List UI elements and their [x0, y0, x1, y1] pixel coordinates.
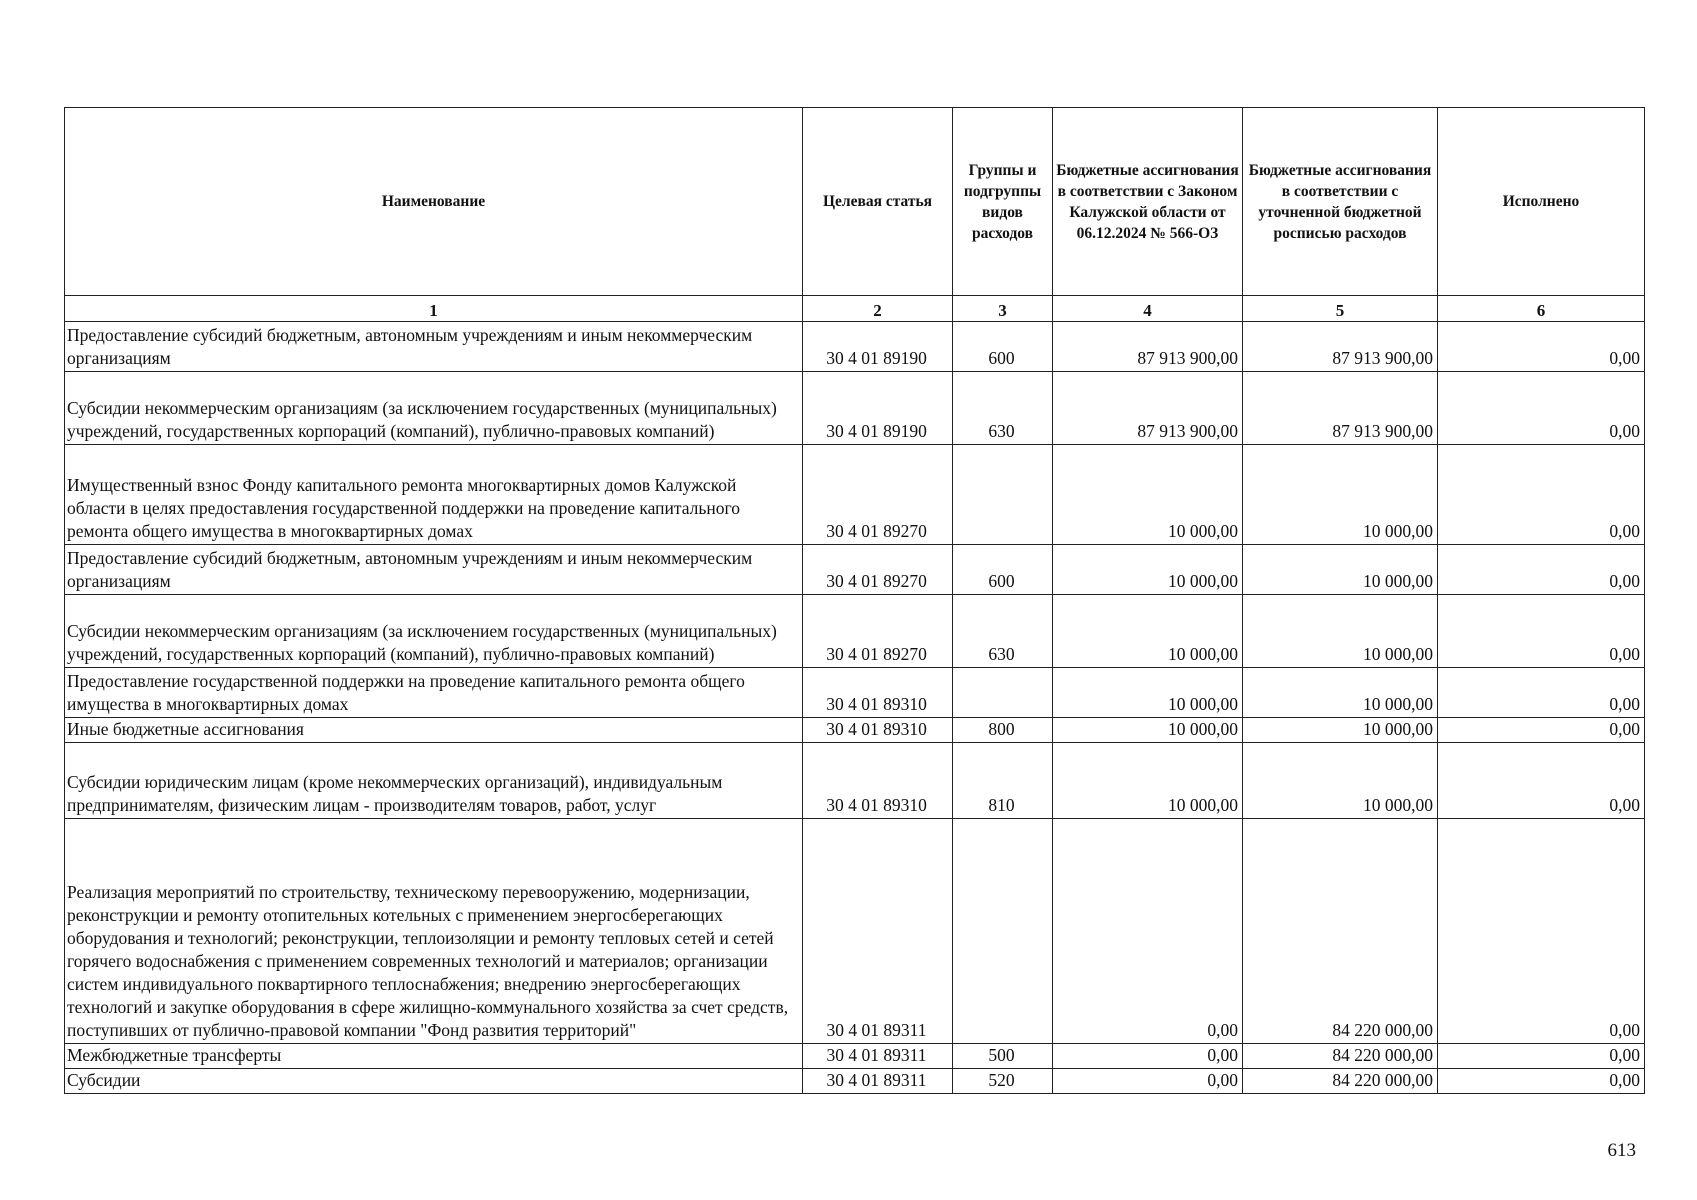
row-name: Предоставление субсидий бюджетным, автономным учреждениям и иным некоммерческим организациям [65, 322, 803, 372]
table-row [65, 545, 1645, 595]
row-law-amount: 10 000,00 [1053, 668, 1243, 718]
row-name: Предоставление государственной поддержки на проведение капитального ремонта общего имущества в многоквартирных домах [65, 668, 803, 718]
header-target-article: Целевая статья [803, 108, 953, 296]
row-plan-amount: 10 000,00 [1243, 445, 1438, 545]
table-row [65, 445, 1645, 545]
row-target-article: 30 4 01 89310 [803, 718, 953, 743]
row-expense-group: 630 [953, 595, 1053, 668]
budget-table [64, 107, 1645, 1094]
column-number: 2 [803, 296, 953, 322]
row-executed-amount: 0,00 [1438, 718, 1645, 743]
row-law-amount: 10 000,00 [1053, 445, 1243, 545]
row-executed-amount: 0,00 [1438, 819, 1645, 1044]
row-target-article: 30 4 01 89310 [803, 743, 953, 819]
row-law-amount: 0,00 [1053, 819, 1243, 1044]
column-number: 5 [1243, 296, 1438, 322]
row-target-article: 30 4 01 89270 [803, 595, 953, 668]
row-plan-amount: 87 913 900,00 [1243, 322, 1438, 372]
table-row [65, 322, 1645, 372]
row-target-article: 30 4 01 89310 [803, 668, 953, 718]
table-row [65, 1044, 1645, 1069]
row-expense-group: 500 [953, 1044, 1053, 1069]
column-number: 6 [1438, 296, 1645, 322]
row-expense-group: 600 [953, 322, 1053, 372]
row-executed-amount: 0,00 [1438, 322, 1645, 372]
row-law-amount: 0,00 [1053, 1069, 1243, 1094]
row-name: Реализация мероприятий по строительству, техническому перевооружению, модернизации, реконструкции и ремонту отопительных котельных с применением энергосберегающих оборудования и технологий; реконструкции, теплоизоляции и ремонту тепловых сетей и сетей горячего водоснабжения с применением современных технологий и материалов; организации систем индивидуального поквартирного теплоснабжения; внедрению энергосберегающих технологий и закупке оборудования в сфере жилищно-коммунального хозяйства за счет средств, поступивших от публично-правовой компании "Фонд развития территорий" [65, 819, 803, 1044]
table-row [65, 668, 1645, 718]
row-plan-amount: 10 000,00 [1243, 545, 1438, 595]
row-law-amount: 10 000,00 [1053, 743, 1243, 819]
header-refined-allocations: Бюджетные ассигнования в соответствии с уточненной бюджетной росписью расходов [1243, 108, 1438, 296]
page-number: 613 [1607, 1140, 1636, 1161]
row-plan-amount: 10 000,00 [1243, 743, 1438, 819]
row-executed-amount: 0,00 [1438, 595, 1645, 668]
table-row [65, 1069, 1645, 1094]
row-name: Имущественный взнос Фонду капитального ремонта многоквартирных домов Калужской области в целях предоставления государственной поддержки на проведение капитального ремонта общего имущества в многоквартирных домах [65, 445, 803, 545]
row-target-article: 30 4 01 89311 [803, 1069, 953, 1094]
row-law-amount: 87 913 900,00 [1053, 322, 1243, 372]
row-name: Субсидии некоммерческим организациям (за исключением государственных (муниципальных) учреждений, государственных корпораций (компаний), публично-правовых компаний) [65, 595, 803, 668]
column-number: 4 [1053, 296, 1243, 322]
row-plan-amount: 10 000,00 [1243, 668, 1438, 718]
row-executed-amount: 0,00 [1438, 1069, 1645, 1094]
column-number: 1 [65, 296, 803, 322]
table-header-row [65, 108, 1645, 296]
row-expense-group: 520 [953, 1069, 1053, 1094]
column-number-row [65, 296, 1645, 322]
header-expense-groups: Группы и подгруппы видов расходов [953, 108, 1053, 296]
row-expense-group [953, 668, 1053, 718]
row-plan-amount: 84 220 000,00 [1243, 1069, 1438, 1094]
table-row [65, 372, 1645, 445]
row-law-amount: 10 000,00 [1053, 718, 1243, 743]
row-plan-amount: 87 913 900,00 [1243, 372, 1438, 445]
row-law-amount: 10 000,00 [1053, 545, 1243, 595]
header-law-allocations: Бюджетные ассигнования в соответствии с Законом Калужской области от 06.12.2024 № 566-ОЗ [1053, 108, 1243, 296]
row-target-article: 30 4 01 89270 [803, 445, 953, 545]
row-name: Межбюджетные трансферты [65, 1044, 803, 1069]
table-row [65, 595, 1645, 668]
row-expense-group: 810 [953, 743, 1053, 819]
row-executed-amount: 0,00 [1438, 743, 1645, 819]
row-plan-amount: 84 220 000,00 [1243, 1044, 1438, 1069]
row-law-amount: 0,00 [1053, 1044, 1243, 1069]
row-plan-amount: 84 220 000,00 [1243, 819, 1438, 1044]
table-row [65, 743, 1645, 819]
row-expense-group: 800 [953, 718, 1053, 743]
row-expense-group: 630 [953, 372, 1053, 445]
row-expense-group [953, 445, 1053, 545]
row-target-article: 30 4 01 89190 [803, 372, 953, 445]
row-name: Субсидии некоммерческим организациям (за исключением государственных (муниципальных) учреждений, государственных корпораций (компаний), публично-правовых компаний) [65, 372, 803, 445]
row-target-article: 30 4 01 89311 [803, 1044, 953, 1069]
row-name: Предоставление субсидий бюджетным, автономным учреждениям и иным некоммерческим организациям [65, 545, 803, 595]
row-name: Иные бюджетные ассигнования [65, 718, 803, 743]
row-executed-amount: 0,00 [1438, 545, 1645, 595]
row-name: Субсидии [65, 1069, 803, 1094]
row-executed-amount: 0,00 [1438, 668, 1645, 718]
header-name: Наименование [65, 108, 803, 296]
row-law-amount: 10 000,00 [1053, 595, 1243, 668]
header-executed: Исполнено [1438, 108, 1645, 296]
table-row [65, 718, 1645, 743]
row-expense-group [953, 819, 1053, 1044]
budget-sheet [64, 107, 1644, 1094]
row-target-article: 30 4 01 89190 [803, 322, 953, 372]
row-expense-group: 600 [953, 545, 1053, 595]
row-executed-amount: 0,00 [1438, 445, 1645, 545]
table-row [65, 819, 1645, 1044]
row-executed-amount: 0,00 [1438, 1044, 1645, 1069]
row-target-article: 30 4 01 89311 [803, 819, 953, 1044]
row-executed-amount: 0,00 [1438, 372, 1645, 445]
row-target-article: 30 4 01 89270 [803, 545, 953, 595]
row-plan-amount: 10 000,00 [1243, 595, 1438, 668]
row-plan-amount: 10 000,00 [1243, 718, 1438, 743]
column-number: 3 [953, 296, 1053, 322]
row-name: Субсидии юридическим лицам (кроме некоммерческих организаций), индивидуальным предпринимателям, физическим лицам - производителям товаров, работ, услуг [65, 743, 803, 819]
row-law-amount: 87 913 900,00 [1053, 372, 1243, 445]
